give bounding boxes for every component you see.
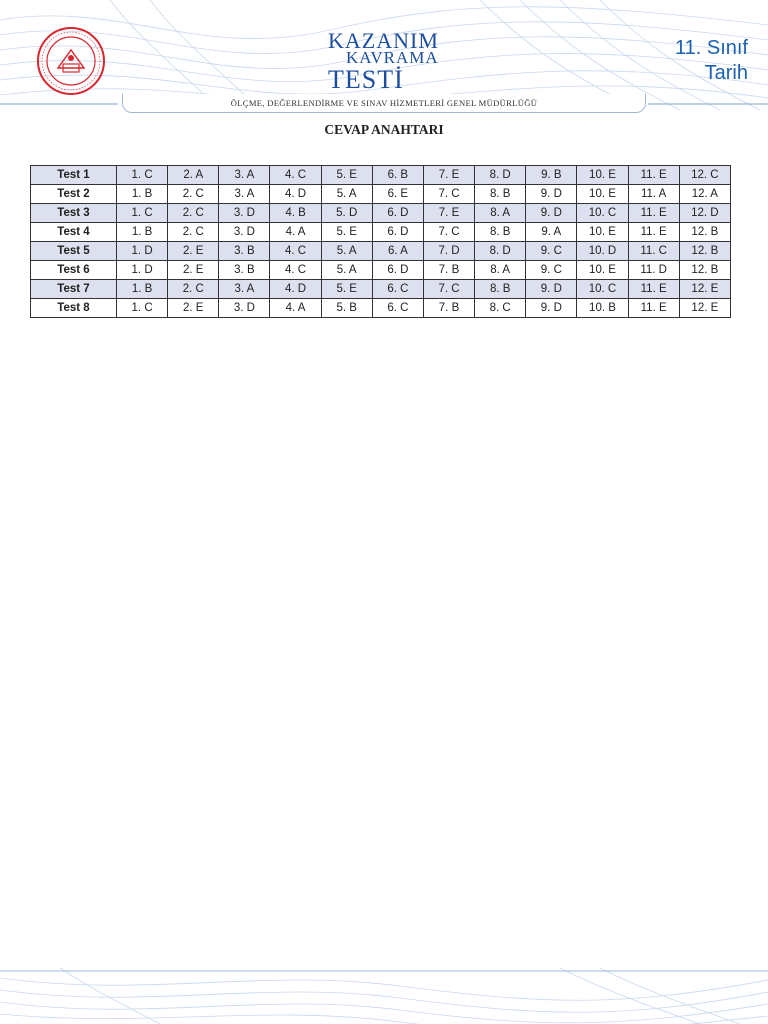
answer-cell: 10. B — [577, 299, 628, 318]
answer-cell: 10. D — [577, 242, 628, 261]
test-label: Test 7 — [31, 280, 117, 299]
answer-cell: 7. C — [423, 280, 474, 299]
answer-cell: 4. A — [270, 299, 321, 318]
answer-cell: 3. D — [219, 204, 270, 223]
table-row — [31, 299, 731, 318]
answer-cell: 8. C — [475, 299, 526, 318]
answer-cell: 1. D — [117, 261, 168, 280]
answer-cell: 9. C — [526, 261, 577, 280]
grade-text: 11. Sınıf — [674, 37, 748, 59]
page-title: CEVAP ANAHTARI — [324, 122, 444, 137]
table-row — [31, 261, 731, 280]
test-label: Test 8 — [31, 299, 117, 318]
answer-cell: 11. C — [628, 242, 679, 261]
answer-cell: 8. B — [475, 185, 526, 204]
answer-cell: 3. A — [219, 185, 270, 204]
answer-cell: 11. E — [628, 223, 679, 242]
answer-cell: 2. E — [168, 299, 219, 318]
test-label: Test 1 — [31, 166, 117, 185]
answer-cell: 3. D — [219, 223, 270, 242]
answer-cell: 12. B — [679, 223, 730, 242]
answer-cell: 11. E — [628, 204, 679, 223]
subject-text: Tarih — [704, 62, 748, 84]
table-row — [31, 166, 731, 185]
answer-cell: 1. B — [117, 223, 168, 242]
answer-cell: 12. C — [679, 166, 730, 185]
test-label: Test 6 — [31, 261, 117, 280]
answer-cell: 4. D — [270, 185, 321, 204]
answer-cell: 1. B — [117, 280, 168, 299]
answer-cell: 6. C — [372, 299, 423, 318]
answer-cell: 4. C — [270, 261, 321, 280]
answer-cell: 8. A — [475, 261, 526, 280]
answer-cell: 9. A — [526, 223, 577, 242]
answer-cell: 11. E — [628, 280, 679, 299]
answer-cell: 2. C — [168, 185, 219, 204]
answer-cell: 4. C — [270, 242, 321, 261]
answer-cell: 4. D — [270, 280, 321, 299]
answer-cell: 5. E — [321, 280, 372, 299]
answer-cell: 8. A — [475, 204, 526, 223]
answer-cell: 2. E — [168, 261, 219, 280]
brand-line-2: KAVRAMA — [346, 48, 439, 67]
answer-cell: 7. E — [423, 166, 474, 185]
answer-cell: 5. A — [321, 261, 372, 280]
answer-cell: 5. B — [321, 299, 372, 318]
ministry-seal-logo — [36, 26, 106, 96]
answer-cell: 12. E — [679, 299, 730, 318]
brand-wordmark — [328, 28, 448, 100]
test-label: Test 2 — [31, 185, 117, 204]
answer-cell: 6. B — [372, 166, 423, 185]
table-row — [31, 223, 731, 242]
answer-cell: 10. E — [577, 166, 628, 185]
answer-cell: 10. C — [577, 204, 628, 223]
brand-line-3: TESTİ — [328, 65, 404, 94]
answer-cell: 8. B — [475, 280, 526, 299]
answer-cell: 7. C — [423, 185, 474, 204]
answer-cell: 2. C — [168, 223, 219, 242]
answer-cell: 6. D — [372, 223, 423, 242]
answer-cell: 1. C — [117, 299, 168, 318]
answer-cell: 8. D — [475, 242, 526, 261]
answer-cell: 5. E — [321, 223, 372, 242]
answer-cell: 2. C — [168, 280, 219, 299]
answer-cell: 3. A — [219, 166, 270, 185]
grade-subject-label — [675, 36, 748, 86]
answer-cell: 12. B — [679, 261, 730, 280]
answer-cell: 9. D — [526, 204, 577, 223]
answer-cell: 8. D — [475, 166, 526, 185]
answer-cell: 10. E — [577, 223, 628, 242]
answer-cell: 11. E — [628, 299, 679, 318]
answer-cell: 7. B — [423, 299, 474, 318]
answer-cell: 6. C — [372, 280, 423, 299]
table-row — [31, 280, 731, 299]
answer-cell: 4. C — [270, 166, 321, 185]
answer-cell: 9. D — [526, 280, 577, 299]
answer-cell: 6. A — [372, 242, 423, 261]
answer-cell: 7. D — [423, 242, 474, 261]
test-label: Test 5 — [31, 242, 117, 261]
answer-cell: 5. D — [321, 204, 372, 223]
test-label: Test 3 — [31, 204, 117, 223]
answer-cell: 6. D — [372, 204, 423, 223]
answer-cell: 12. B — [679, 242, 730, 261]
answer-cell: 11. E — [628, 166, 679, 185]
answer-cell: 1. C — [117, 166, 168, 185]
answer-cell: 5. E — [321, 166, 372, 185]
answer-key-table — [30, 165, 731, 318]
answer-cell: 3. B — [219, 242, 270, 261]
answer-cell: 9. D — [526, 185, 577, 204]
test-label: Test 4 — [31, 223, 117, 242]
answer-cell: 10. E — [577, 185, 628, 204]
answer-cell: 2. C — [168, 204, 219, 223]
answer-cell: 9. C — [526, 242, 577, 261]
answer-cell: 7. E — [423, 204, 474, 223]
answer-cell: 1. B — [117, 185, 168, 204]
answer-cell: 8. B — [475, 223, 526, 242]
answer-cell: 7. B — [423, 261, 474, 280]
answer-cell: 3. A — [219, 280, 270, 299]
answer-cell: 1. C — [117, 204, 168, 223]
table-row — [31, 242, 731, 261]
answer-cell: 3. D — [219, 299, 270, 318]
answer-cell: 6. D — [372, 261, 423, 280]
answer-cell: 12. D — [679, 204, 730, 223]
answer-cell: 12. A — [679, 185, 730, 204]
answer-cell: 3. B — [219, 261, 270, 280]
answer-cell: 4. B — [270, 204, 321, 223]
organization-banner: ÖLÇME, DEĞERLENDİRME VE SINAV HİZMETLERİ GENEL MÜDÜRLÜĞÜ — [122, 94, 646, 113]
answer-cell: 7. C — [423, 223, 474, 242]
answer-cell: 1. D — [117, 242, 168, 261]
footer-wave-decoration — [0, 968, 768, 1024]
answer-cell: 9. B — [526, 166, 577, 185]
answer-cell: 4. A — [270, 223, 321, 242]
table-row — [31, 185, 731, 204]
answer-cell: 12. E — [679, 280, 730, 299]
answer-cell: 5. A — [321, 242, 372, 261]
answer-cell: 11. A — [628, 185, 679, 204]
answer-cell: 10. C — [577, 280, 628, 299]
answer-cell: 2. E — [168, 242, 219, 261]
table-row — [31, 204, 731, 223]
brand-line-1: KAZANIM — [328, 28, 439, 53]
answer-cell: 10. E — [577, 261, 628, 280]
answer-cell: 2. A — [168, 166, 219, 185]
answer-cell: 6. E — [372, 185, 423, 204]
answer-cell: 5. A — [321, 185, 372, 204]
answer-cell: 9. D — [526, 299, 577, 318]
answer-cell: 11. D — [628, 261, 679, 280]
